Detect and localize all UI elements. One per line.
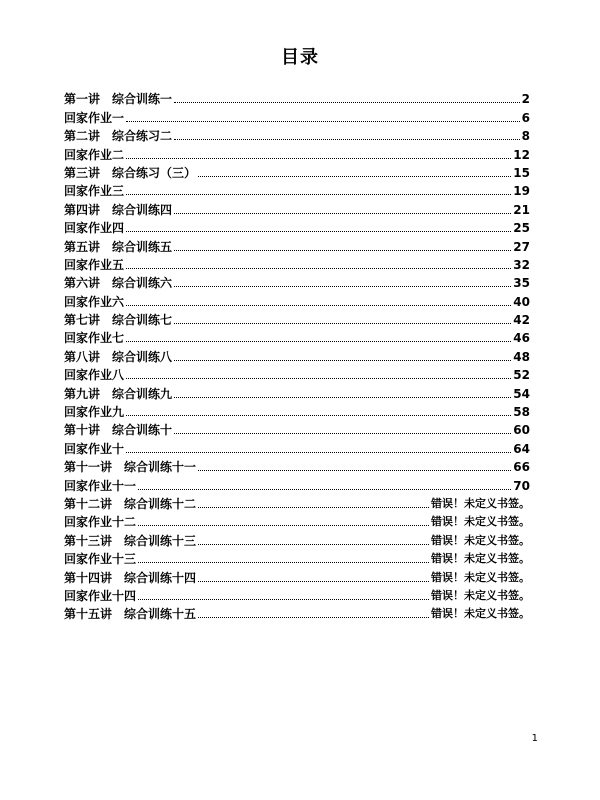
toc-entry-title: 第六讲 综合训练六: [64, 276, 173, 291]
toc-leader-dots: [174, 138, 520, 140]
toc-leader-dots: [138, 524, 429, 526]
toc-entry[interactable]: [64, 254, 530, 272]
toc-leader-dots: [126, 377, 511, 379]
toc-entry-title: 第七讲 综合训练七: [64, 313, 173, 328]
toc-entry-title: 回家作业六: [64, 294, 125, 309]
toc-entry[interactable]: [64, 401, 530, 419]
toc-leader-dots: [138, 598, 429, 600]
toc-entry[interactable]: [64, 290, 530, 308]
toc-entry-title: 第二讲 综合练习二: [64, 129, 173, 144]
toc-entry-page: 27: [513, 239, 530, 254]
toc-leader-dots: [174, 101, 520, 103]
toc-entry-page: 25: [513, 221, 530, 236]
toc-entry-page: 60: [513, 423, 530, 438]
toc-entry-page: 错误！未定义书签。: [431, 552, 530, 566]
toc-entry-title: 第四讲 综合训练四: [64, 202, 173, 217]
toc-entry[interactable]: [64, 345, 530, 363]
toc-leader-dots: [126, 304, 511, 306]
toc-entry-page: 35: [513, 276, 530, 291]
toc-entry-page: 48: [513, 349, 530, 364]
toc-title: 目录: [281, 47, 319, 68]
toc-entry-page: 12: [513, 147, 530, 162]
toc-entry[interactable]: [64, 125, 530, 143]
toc-leader-dots: [126, 193, 511, 195]
toc-entry-page: 2: [521, 92, 530, 107]
toc-entry-page: 40: [513, 294, 530, 309]
toc-entry-page: 64: [513, 441, 530, 456]
toc-leader-dots: [174, 322, 511, 324]
toc-leader-dots: [126, 414, 511, 416]
toc-entry-title: 回家作业二: [64, 147, 125, 162]
toc-entry-title: 回家作业十四: [64, 588, 137, 603]
toc-entry[interactable]: [64, 511, 530, 529]
toc-entry-page: 6: [521, 110, 530, 125]
toc-leader-dots: [174, 249, 511, 251]
toc-entry-page: 错误！未定义书签。: [431, 570, 530, 584]
page-number: 1: [531, 733, 538, 744]
toc-entry-title: 回家作业十: [64, 441, 125, 456]
toc-leader-dots: [174, 432, 511, 434]
toc-leader-dots: [126, 451, 511, 453]
toc-leader-dots: [198, 616, 429, 618]
toc-entry-page: 21: [513, 202, 530, 217]
toc-entry-page: 错误！未定义书签。: [431, 533, 530, 547]
toc-entry-page: 15: [513, 165, 530, 180]
toc-entry[interactable]: [64, 272, 530, 290]
toc-leader-dots: [174, 359, 511, 361]
toc-leader-dots: [198, 506, 429, 508]
toc-leader-dots: [198, 580, 429, 582]
toc-entry-title: 回家作业一: [64, 110, 125, 125]
toc-entry-page: 32: [513, 257, 530, 272]
toc-entry-title: 第十讲 综合训练十: [64, 423, 173, 438]
toc-leader-dots: [174, 212, 511, 214]
toc-entry-title: 第三讲 综合练习（三）: [64, 165, 197, 180]
toc-entry-page: 42: [513, 313, 530, 328]
toc-entry-title: 第一讲 综合训练一: [64, 92, 173, 107]
toc-entry-title: 第九讲 综合训练九: [64, 386, 173, 401]
toc-entry-title: 回家作业四: [64, 221, 125, 236]
toc-entry-title: 回家作业三: [64, 184, 125, 199]
toc-entry-page: 54: [513, 386, 530, 401]
toc-entry-title: 回家作业七: [64, 331, 125, 346]
toc-entry[interactable]: [64, 309, 530, 327]
toc-entry[interactable]: [64, 585, 530, 603]
toc-leader-dots: [198, 175, 511, 177]
toc-leader-dots: [198, 543, 429, 545]
toc-entry-title: 第十五讲 综合训练十五: [64, 607, 197, 622]
toc-entry[interactable]: [64, 566, 530, 584]
toc-leader-dots: [174, 285, 511, 287]
toc-entry-title: 回家作业十二: [64, 515, 137, 530]
toc-entry-page: 46: [513, 331, 530, 346]
toc-leader-dots: [198, 469, 511, 471]
toc-entry-title: 回家作业十一: [64, 478, 137, 493]
toc-leader-dots: [174, 396, 511, 398]
toc-entry-title: 第八讲 综合训练八: [64, 349, 173, 364]
toc-entry-title: 回家作业五: [64, 257, 125, 272]
toc-entry-page: 58: [513, 405, 530, 420]
toc-entry-page: 66: [513, 460, 530, 475]
toc-leader-dots: [126, 120, 520, 122]
toc-entry[interactable]: [64, 106, 530, 124]
toc-leader-dots: [126, 157, 511, 159]
toc-entry-title: 第五讲 综合训练五: [64, 239, 173, 254]
toc-list: [64, 88, 530, 621]
toc-leader-dots: [126, 267, 511, 269]
toc-entry-page: 错误！未定义书签。: [431, 607, 530, 621]
toc-entry[interactable]: [64, 437, 530, 455]
toc-leader-dots: [126, 340, 511, 342]
toc-entry-title: 第十三讲 综合训练十三: [64, 533, 197, 548]
toc-entry[interactable]: [64, 548, 530, 566]
toc-entry[interactable]: [64, 529, 530, 547]
toc-entry-page: 70: [513, 478, 530, 493]
toc-entry-page: 19: [513, 184, 530, 199]
toc-leader-dots: [138, 561, 429, 563]
toc-leader-dots: [126, 230, 511, 232]
toc-entry[interactable]: [64, 364, 530, 382]
toc-entry[interactable]: [64, 198, 530, 216]
toc-entry[interactable]: [64, 456, 530, 474]
toc-entry-page: 8: [521, 129, 530, 144]
toc-entry-title: 第十四讲 综合训练十四: [64, 570, 197, 585]
toc-entry[interactable]: [64, 180, 530, 198]
toc-entry[interactable]: [64, 493, 530, 511]
toc-entry-page: 错误！未定义书签。: [431, 515, 530, 529]
toc-entry[interactable]: [64, 603, 530, 621]
toc-entry-title: 第十二讲 综合训练十二: [64, 496, 197, 511]
toc-entry[interactable]: [64, 217, 530, 235]
toc-entry[interactable]: [64, 327, 530, 345]
toc-entry[interactable]: [64, 162, 530, 180]
toc-entry-title: 回家作业九: [64, 405, 125, 420]
toc-entry-page: 错误！未定义书签。: [431, 588, 530, 602]
toc-entry[interactable]: [64, 474, 530, 492]
toc-entry[interactable]: [64, 419, 530, 437]
toc-entry-title: 回家作业十三: [64, 552, 137, 567]
toc-entry-page: 52: [513, 368, 530, 383]
toc-entry[interactable]: [64, 382, 530, 400]
toc-entry-title: 第十一讲 综合训练十一: [64, 460, 197, 475]
toc-leader-dots: [138, 488, 511, 490]
toc-entry-title: 回家作业八: [64, 368, 125, 383]
toc-entry-page: 错误！未定义书签。: [431, 496, 530, 510]
toc-entry[interactable]: [64, 143, 530, 161]
toc-entry[interactable]: [64, 88, 530, 106]
toc-entry[interactable]: [64, 235, 530, 253]
